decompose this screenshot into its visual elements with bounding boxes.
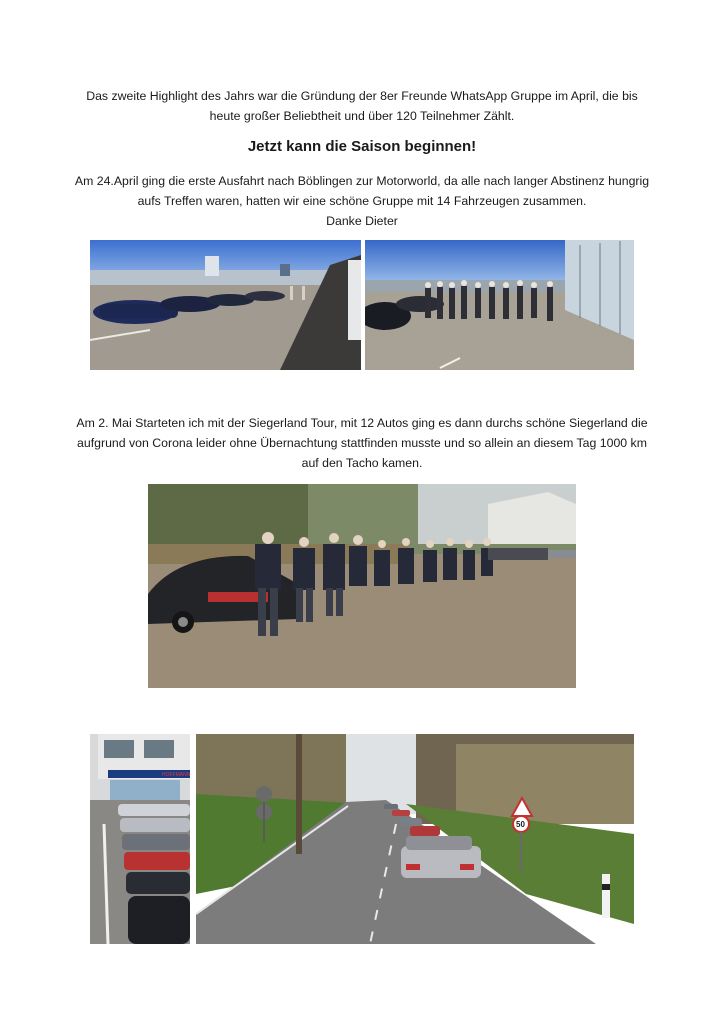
season-heading: Jetzt kann die Saison beginnen! (247, 138, 477, 155)
photo-motorworld-cars (90, 240, 361, 370)
speed-sign-text: 50 (516, 820, 525, 829)
intro-paragraph: Das zweite Highlight des Jahrs war die Gründung der 8er Freunde WhatsApp Gruppe im April, die bis heute großer Beliebtheit und über 120 Teilnehmer Zählt. (86, 89, 638, 123)
may-tour-paragraph: Am 2. Mai Starteten ich mit der Siegerland Tour, mit 12 Autos ging es dann durchs schöne Siegerland die aufgrund von Corona leider ohne Übernachtung stattfinden musste und so allein an diesem Tag 1000 km auf den Tacho kamen. (76, 416, 648, 470)
april-thanks-text: Danke Dieter (326, 214, 398, 228)
store-sign-text: HOFFMANN (162, 772, 190, 778)
photo-motorworld-group (365, 240, 634, 370)
april-trip-paragraph (70, 171, 654, 231)
photo-store-cars (90, 734, 190, 944)
april-trip-text: Am 24.April ging die erste Ausfahrt nach Böblingen zur Motorworld, da alle nach langer Abstinenz hungrig aufs Treffen waren, hatten wir eine schöne Gruppe mit 14 Fahrzeugen zusammen. (74, 174, 650, 208)
photo-road-cars (196, 734, 634, 944)
photo-siegerland-group (148, 484, 576, 688)
